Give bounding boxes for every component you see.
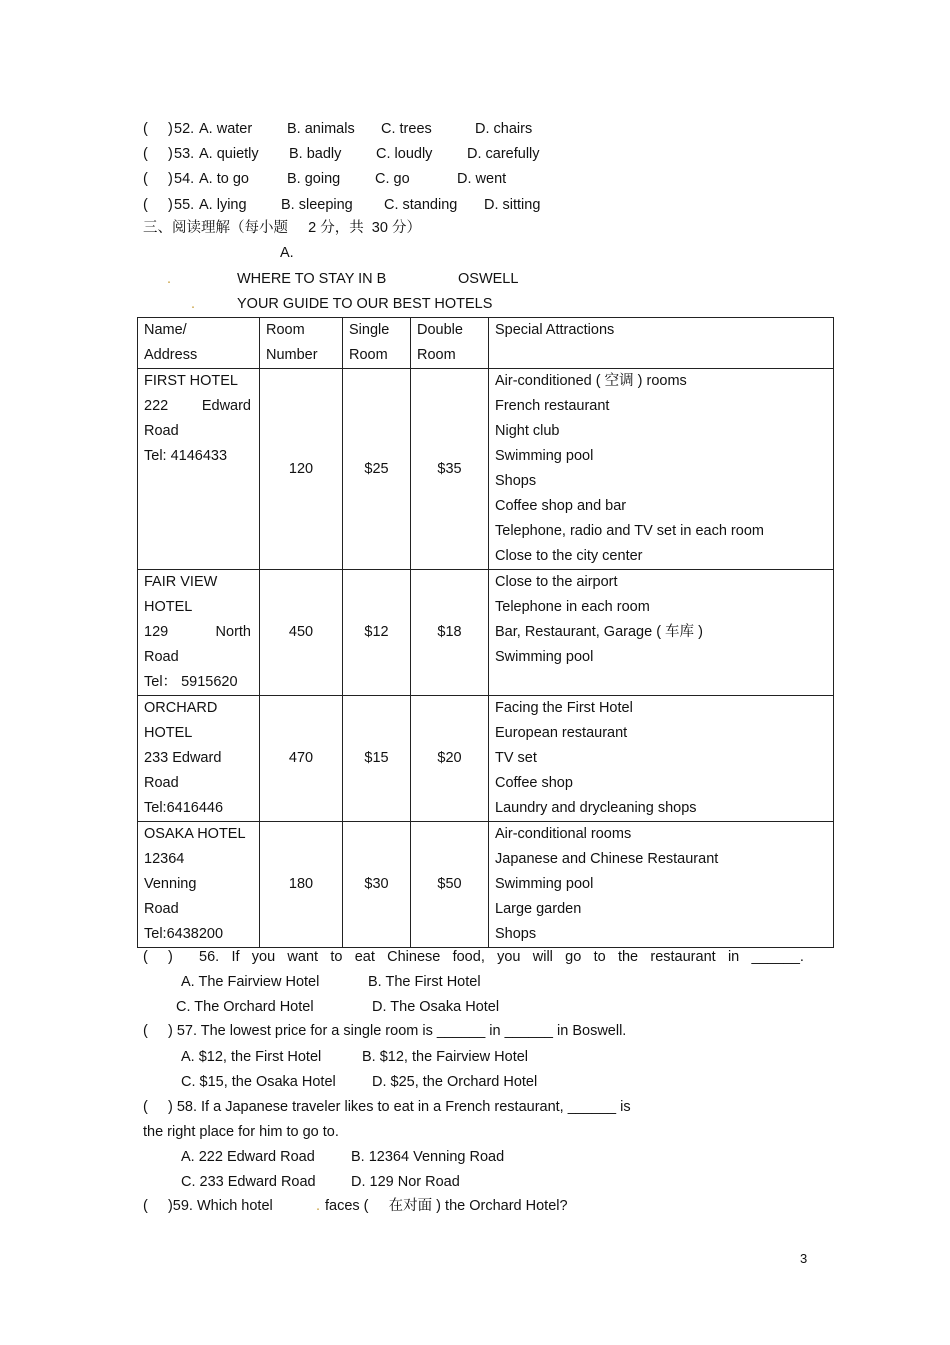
option-a: A. quietly — [199, 146, 259, 162]
q58-option-b: B. 12364 Venning Road — [351, 1149, 505, 1165]
q56-word: you — [497, 949, 521, 965]
question-paren: ( ) — [143, 121, 177, 137]
option-b: B. badly — [289, 146, 342, 162]
dot-mark: . — [316, 1198, 321, 1214]
q56-word: 56. — [199, 949, 220, 965]
question-number: 52. — [174, 121, 195, 137]
attraction-item: TV set — [495, 750, 537, 766]
hotel-double-price: $20 — [411, 696, 489, 822]
option-a: A. to go — [199, 171, 249, 187]
question-number: 53. — [174, 146, 195, 162]
table-header-row — [138, 318, 834, 369]
q56-word: Chinese — [387, 949, 441, 965]
attraction-item: Air-conditional rooms — [495, 826, 632, 842]
question-paren: ( ) — [143, 197, 177, 213]
option-b: B. going — [287, 171, 341, 187]
q56-word: the — [617, 949, 639, 965]
q57-option-d: D. $25, the Orchard Hotel — [372, 1074, 538, 1090]
q59-stem-a: ( )59. Which hotel — [143, 1198, 273, 1214]
q56-word: go — [565, 949, 582, 965]
attraction-item: Coffee shop — [495, 775, 573, 791]
q56-option-b: B. The First Hotel — [368, 974, 481, 990]
attraction-item: Swimming pool — [495, 649, 594, 665]
header-double-room: Double Room — [411, 318, 489, 369]
header-room-number: Room Number — [260, 318, 343, 369]
attraction-item: Shops — [495, 926, 537, 942]
hotel-single-price: $25 — [343, 369, 411, 570]
attraction-item: European restaurant — [495, 725, 628, 741]
hotel-single-price: $15 — [343, 696, 411, 822]
option-c: C. loudly — [376, 146, 433, 162]
hotel-room-number: 120 — [260, 369, 343, 570]
attraction-item: Swimming pool — [495, 448, 594, 464]
attraction-item: Swimming pool — [495, 876, 594, 892]
q58-option-c: C. 233 Edward Road — [181, 1174, 316, 1190]
attraction-item: Telephone, radio and TV set in each room — [495, 523, 764, 539]
hotel-name-address: FAIR VIEW HOTEL 129 North Road Tel： 5915620 — [138, 570, 260, 696]
attraction-item: Bar, Restaurant, Garage ( 车库 ) — [495, 624, 703, 640]
section-title: 三、阅读理解（每小题 2 分，共 30 分） — [143, 220, 421, 236]
attraction-item: Close to the city center — [495, 548, 643, 564]
q59-stem-b: faces ( 在对面 ) the Orchard Hotel? — [325, 1198, 568, 1214]
q56-word: want — [287, 949, 319, 965]
header-single-room: Single Room — [343, 318, 411, 369]
hotel-attractions — [489, 570, 834, 696]
header-special-attractions: Special Attractions — [489, 318, 834, 369]
q56-word: ______. — [751, 949, 804, 965]
attraction-item: Laundry and drycleaning shops — [495, 800, 697, 816]
q56-option-a: A. The Fairview Hotel — [181, 974, 320, 990]
q57-stem: ( ) 57. The lowest price for a single room is ______ in ______ in Boswell. — [143, 1023, 627, 1039]
hotel-attractions — [489, 696, 834, 822]
attraction-item: Air-conditioned ( 空调 ) rooms — [495, 373, 687, 389]
dot-mark: . — [167, 271, 172, 287]
q58-option-a: A. 222 Edward Road — [181, 1149, 315, 1165]
option-d: D. sitting — [484, 197, 541, 213]
q58-stem-cont: the right place for him to go to. — [143, 1124, 339, 1140]
hotel-room-number: 180 — [260, 822, 343, 948]
q56-stem — [199, 948, 804, 966]
option-c: C. standing — [384, 197, 458, 213]
hotel-double-price: $50 — [411, 822, 489, 948]
attraction-item: Telephone in each room — [495, 599, 650, 615]
q56-option-d: D. The Osaka Hotel — [372, 999, 500, 1015]
passage-label: A. — [280, 245, 294, 261]
attraction-item: Shops — [495, 473, 537, 489]
hotel-single-price: $12 — [343, 570, 411, 696]
q56-word: you — [251, 949, 276, 965]
question-number: 55. — [174, 197, 195, 213]
dot-mark: . — [191, 296, 196, 312]
question-paren: ( ) — [143, 171, 177, 187]
guide-title-part2: OSWELL — [458, 271, 519, 287]
attraction-item: Japanese and Chinese Restaurant — [495, 851, 719, 867]
hotel-single-price: $30 — [343, 822, 411, 948]
q56-word: in — [727, 949, 740, 965]
q57-option-a: A. $12, the First Hotel — [181, 1049, 322, 1065]
question-number: 54. — [174, 171, 195, 187]
attraction-item: French restaurant — [495, 398, 610, 414]
attraction-item: Coffee shop and bar — [495, 498, 627, 514]
q56-word: to — [330, 949, 343, 965]
guide-title-part1: WHERE TO STAY IN B — [237, 271, 387, 287]
q56-word: will — [532, 949, 553, 965]
option-d: D. chairs — [475, 121, 533, 137]
hotel-attractions — [489, 822, 834, 948]
hotel-room-number: 450 — [260, 570, 343, 696]
header-name-address: Name/ Address — [138, 318, 260, 369]
q56-paren: ( ) — [143, 949, 173, 965]
q56-word: to — [593, 949, 606, 965]
hotel-table — [137, 317, 834, 948]
q56-word: eat — [354, 949, 375, 965]
hotel-attractions — [489, 369, 834, 570]
hotel-row — [138, 570, 834, 696]
page-number: 3 — [800, 1251, 808, 1266]
hotel-room-number: 470 — [260, 696, 343, 822]
hotel-row — [138, 369, 834, 570]
option-b: B. animals — [287, 121, 355, 137]
q57-option-b: B. $12, the Fairview Hotel — [362, 1049, 529, 1065]
hotel-double-price: $35 — [411, 369, 489, 570]
hotel-name-address: OSAKA HOTEL 12364 Venning Road Tel:6438200 — [138, 822, 260, 948]
attraction-item: Close to the airport — [495, 574, 618, 590]
option-d: D. carefully — [467, 146, 540, 162]
q57-option-c: C. $15, the Osaka Hotel — [181, 1074, 336, 1090]
attraction-item: Facing the First Hotel — [495, 700, 633, 716]
attraction-item: Large garden — [495, 901, 582, 917]
hotel-double-price: $18 — [411, 570, 489, 696]
option-d: D. went — [457, 171, 507, 187]
hotel-row — [138, 822, 834, 948]
option-b: B. sleeping — [281, 197, 353, 213]
guide-subtitle: YOUR GUIDE TO OUR BEST HOTELS — [237, 296, 493, 312]
q56-option-c: C. The Orchard Hotel — [176, 999, 314, 1015]
q58-stem: ( ) 58. If a Japanese traveler likes to eat in a French restaurant, ______ is — [143, 1099, 631, 1115]
option-c: C. go — [375, 171, 410, 187]
hotel-name-address: FIRST HOTEL 222 Edward Road Tel: 4146433 — [138, 369, 260, 570]
question-paren: ( ) — [143, 146, 177, 162]
hotel-name-address: ORCHARD HOTEL 233 Edward Road Tel:6416446 — [138, 696, 260, 822]
attraction-item: Night club — [495, 423, 560, 439]
option-a: A. water — [199, 121, 253, 137]
hotel-row — [138, 696, 834, 822]
q56-word: restaurant — [650, 949, 716, 965]
q56-word: If — [231, 949, 240, 965]
option-a: A. lying — [199, 197, 247, 213]
q56-word: food, — [452, 949, 485, 965]
option-c: C. trees — [381, 121, 432, 137]
q58-option-d: D. 129 Nor Road — [351, 1174, 460, 1190]
